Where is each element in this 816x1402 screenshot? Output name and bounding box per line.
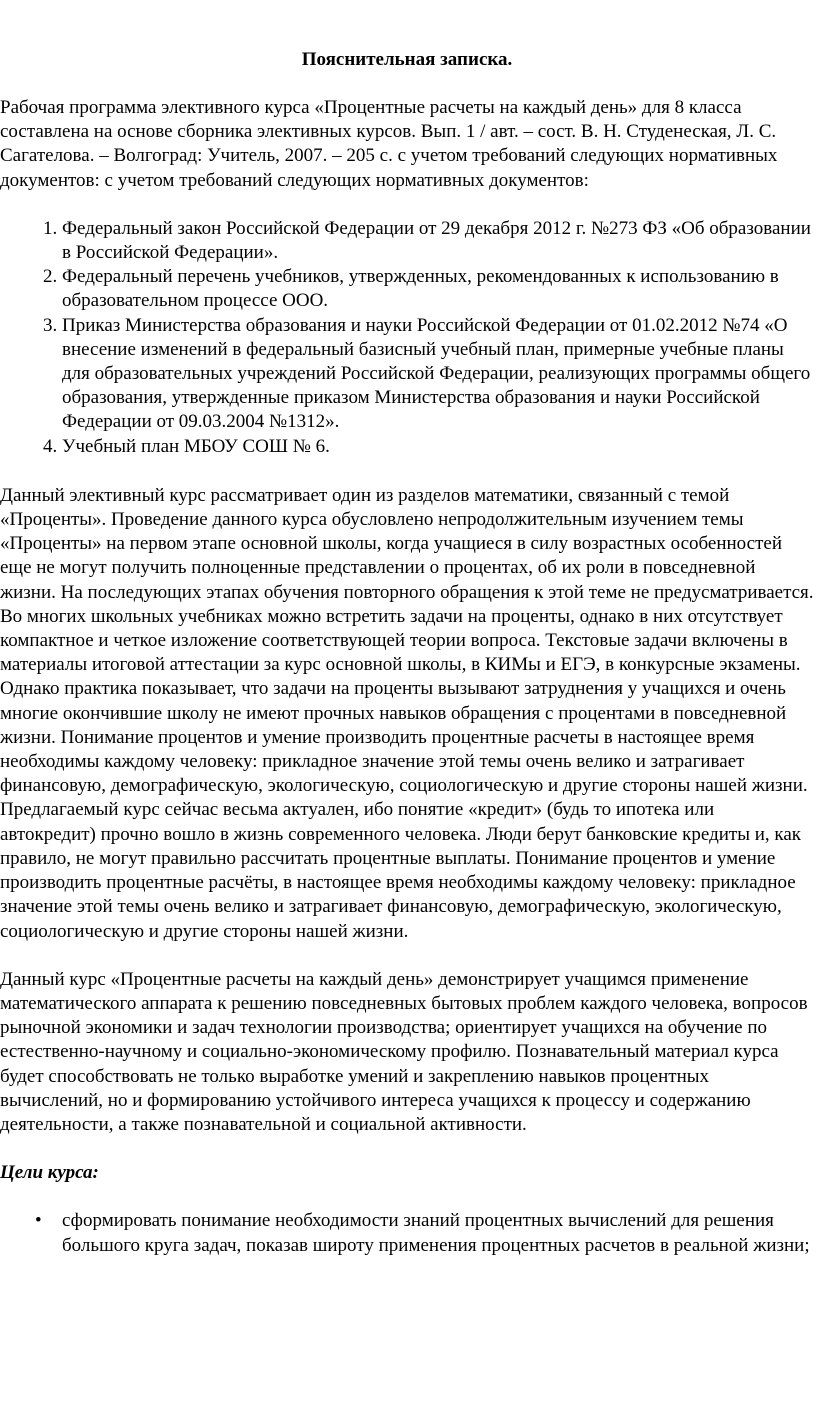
list-item: 4. Учебный план МБОУ СОШ № 6. — [62, 435, 814, 459]
document-page — [0, 48, 814, 1258]
list-item: 1. Федеральный закон Российской Федерации от 29 декабря 2012 г. №273 ФЗ «Об образовании в Российской Федерации». — [62, 217, 814, 265]
course-purpose-paragraph: Данный курс «Процентные расчеты на каждый день» демонстрирует учащимся применение математического аппарата к решению повседневных бытовых проблем каждого человека, вопросов рыночной экономики и задач технологии производства; ориентирует учащихся на обучение по естественно-научному и социально-экономическому профилю. Познавательный материал курса будет способствовать не только выработке умений и закреплению навыков процентных вычислений, но и формированию устойчивого интереса учащихся к процессу и содержанию деятельности, а также познавательной и социальной активности. — [0, 968, 808, 1135]
goal-text: сформировать понимание необходимости знаний процентных вычислений для решения большого круга задач, показав широту применения процентных расчетов в реальной жизни; — [62, 1210, 810, 1256]
goals-list — [0, 1209, 814, 1257]
document-title: Пояснительная записка. — [301, 49, 513, 70]
list-item: 2. Федеральный перечень учебников, утвержденных, рекомендованных к использованию в образовательном процессе ООО. — [62, 265, 814, 313]
bullet-icon: • — [35, 1210, 42, 1232]
course-description-paragraph: Данный элективный курс рассматривает один из разделов математики, связанный с темой «Проценты». Проведение данного курса обусловлено непродолжительным изучением темы «Проценты» на первом этапе основной школы, когда учащиеся в силу возрастных особенностей еще не могут получить полноценные представлении о процентах, об их роли в повседневной жизни. На последующих этапах обучения повторного обращения к этой теме не предусматривается. Во многих школьных учебниках можно встретить задачи на проценты, однако в них отсутствует компактное и четкое изложение соответствующей теории вопроса. Текстовые задачи включены в материалы итоговой аттестации за курс основной школы, в КИМы и ЕГЭ, в конкурсные экзамены. Однако практика показывает, что задачи на проценты вызывают затруднения у учащихся и очень многие окончившие школу не имеют прочных навыков обращения с процентами в повседневной жизни. Понимание процентов и умение производить процентные расчеты в настоящее время необходимы каждому человеку: прикладное значение этой темы очень велико и затрагивает финансовую, демографическую, экологическую, социологическую и другие стороны нашей жизни. Предлагаемый курс сейчас весьма актуален, ибо понятие «кредит» (будь то ипотека или автокредит) прочно вошло в жизнь современного человека. Люди берут банковские кредиты и, как правило, не могут правильно рассчитать процентные выплаты. Понимание процентов и умение производить процентные расчёты, в настоящее время необходимы каждому человеку: прикладное значение этой темы очень велико и затрагивает финансовую, демографическую, экологическую, социологическую и другие стороны нашей жизни. — [0, 484, 814, 942]
list-item — [35, 1209, 814, 1257]
intro-paragraph: Рабочая программа элективного курса «Процентные расчеты на каждый день» для 8 класса составлена на основе сборника элективных курсов. Вып. 1 / авт. – сост. В. Н. Студенеская, Л. С. Сагателова. – Волгоград: Учитель, 2007. – 205 с. с учетом требований следующих нормативных документов: с учетом требований следующих нормативных документов: — [0, 97, 778, 191]
normative-docs-list — [0, 217, 814, 459]
goals-heading: Цели курса: — [0, 1162, 99, 1184]
list-item: 3. Приказ Министерства образования и науки Российской Федерации от 01.02.2012 №74 «О внесение изменений в федеральный базисный учебный план, примерные учебные планы для образовательных учреждений Российской Федерации, реализующих программы общего образования, утвержденные приказом Министерства образования и науки Российской Федерации от 09.03.2004 №1312». — [62, 314, 814, 435]
